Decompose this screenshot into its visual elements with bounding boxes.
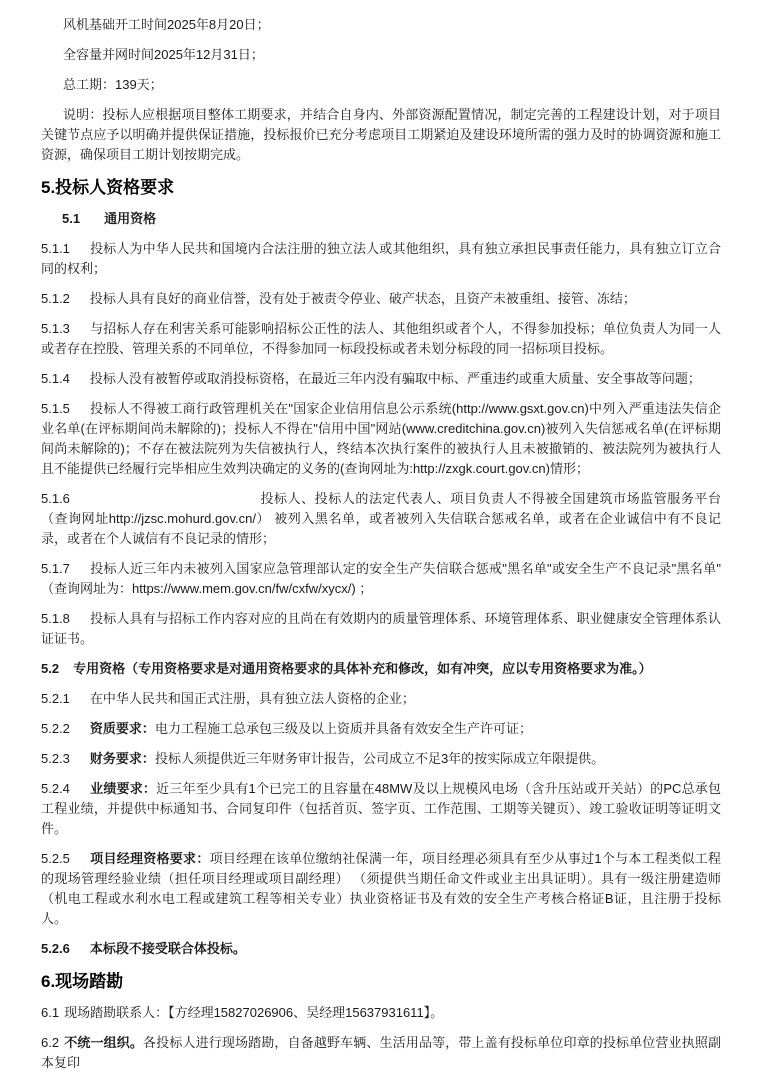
clause-number: 5.2.5 [41, 851, 70, 866]
clause-5.1.1 [41, 239, 721, 279]
clause-5.1.8 [41, 609, 721, 649]
clause-number: 5.1.6 [41, 491, 70, 506]
clause-text: 投标人为中华人民共和国境内合法注册的独立法人或其他组织，具有独立承担民事责任能力，具有独立订立合同的权利； [41, 241, 721, 276]
clause-number: 5.1.2 [41, 291, 70, 306]
clause-text: 投标人须提供近三年财务审计报告，公司成立不足3年的按实际成立年限提供。 [154, 751, 605, 766]
clause-number: 5.1.3 [41, 321, 70, 336]
clause-6.2 [41, 1033, 721, 1073]
site-visit-list [41, 1003, 721, 1073]
clause-5.1.4 [41, 369, 721, 389]
clause-5.1.2 [41, 289, 721, 309]
clause-text: 在中华人民共和国正式注册，具有独立法人资格的企业； [89, 691, 415, 706]
clause-number: 5.1.4 [41, 371, 70, 386]
clause-number: 6.1 [41, 1005, 60, 1020]
clause-number: 5.2.1 [41, 691, 70, 706]
clause-text: 投标人具有与招标工作内容对应的且尚在有效期内的质量管理体系、环境管理体系、职业健康安全管理体系认证证书。 [41, 611, 721, 646]
clause-number: 6.2 [41, 1035, 60, 1050]
section5-heading: 5.投标人资格要求 [41, 178, 175, 197]
subheading-title: 专用资格（专用资格要求是对通用资格要求的具体补充和修改，如有冲突，应以专用资格要求为准。） [73, 661, 652, 676]
clause-5.2.5 [41, 849, 721, 929]
clause-5.2.1 [41, 689, 721, 709]
subheading-number: 5.1 [62, 211, 81, 226]
milestone-grid-connection: 全容量并网时间2025年12月31日； [63, 47, 264, 62]
clause-5.1.3 [41, 319, 721, 359]
clause-5.2.4 [41, 779, 721, 839]
general-qualification-list [41, 239, 721, 649]
clause-number: 5.1.7 [41, 561, 70, 576]
clause-number: 5.1.1 [41, 241, 70, 256]
clause-number: 5.2.6 [41, 941, 70, 956]
clause-text: 投标人不得被工商行政管理机关在"国家企业信用信息公示系统(http://www.gsxt.gov.cn)中列入严重违法失信企业名单(在评标期间尚未解除的)；投标人不得在"信用中国"网站(www.creditchina.gov.cn)被列入失信惩戒名单(在评标期间尚未解除的)；不存在被法院列为失信被执行人，终结本次执行案件的被执行人且未被撤销的、被法院列为被执行人且不能提供已经履行完毕相应生效判决确定的义务的(查询网址为:http://zxgk.court.gov.cn)情形； [41, 401, 721, 476]
clause-text: 近三年至少具有1个已完工的且容量在48MW及以上规模风电场（含升压站或开关站）的PC总承包工程业绩，并提供中标通知书、合同复印件（包括首页、签字页、工作范围、工期等关键页）、竣工验收证明等证明文件。 [41, 781, 721, 836]
clause-bold-label: 财务要求： [89, 751, 155, 766]
clause-text: 投标人没有被暂停或取消投标资格，在最近三年内没有骗取中标、严重违约或重大质量、安全事故等问题； [89, 371, 701, 386]
section5-general-subheading [41, 209, 721, 229]
clause-text: 项目经理在该单位缴纳社保满一年，项目经理必须具有至少从事过1个与本工程类似工程的现场管理经验业绩（担任项目经理或项目副经理） （须提供当期任命文件或业主出具证明）。具有一级注册建造师（机电工程或水利水电工程或建筑工程等相关专业）执业资格证书及有效的安全生产考核合格证B证，且注册于投标人。 [41, 851, 721, 926]
clause-bold-label: 业绩要求： [89, 781, 157, 796]
schedule-note-paragraph: 说明：投标人应根据项目整体工期要求，并结合自身内、外部资源配置情况，制定完善的工程建设计划，对于项目关键节点应予以明确并提供保证措施，投标报价已充分考虑项目工期紧迫及建设环境所需的强力及时的协调资源和施工资源，确保项目工期计划按期完成。 [41, 107, 721, 162]
section5-special-subheading [41, 659, 721, 679]
clause-5.1.7 [41, 559, 721, 599]
clause-5.2.6 [41, 939, 721, 959]
clause-bold-label: 资质要求： [89, 721, 155, 736]
clause-5.2.2 [41, 719, 721, 739]
clause-number: 5.2.2 [41, 721, 70, 736]
clause-bold-label: 项目经理资格要求： [89, 851, 210, 866]
clause-bold-label: 不统一组织。 [64, 1035, 144, 1050]
clause-text: 投标人具有良好的商业信誉，没有处于被责令停业、破产状态，且资产未被重组、接管、冻结； [89, 291, 636, 306]
clause-6.1 [41, 1003, 721, 1023]
milestone-total-duration: 总工期：139天； [63, 77, 163, 92]
clause-text: 与招标人存在利害关系可能影响招标公正性的法人、其他组织或者个人，不得参加投标；单位负责人为同一人或者存在控股、管理关系的不同单位，不得参加同一标段投标或者未划分标段的同一招标项目投标。 [41, 321, 721, 356]
clause-5.2.3 [41, 749, 721, 769]
clause-number: 5.1.5 [41, 401, 70, 416]
clause-5.1.6 [41, 489, 721, 549]
special-qualification-list [41, 689, 721, 959]
clause-bold-label: 本标段不接受联合体投标。 [89, 941, 246, 956]
clause-text: 投标人、投标人的法定代表人、项目负责人不得被全国建筑市场监管服务平台 （查询网址http://jzsc.mohurd.gov.cn/） 被列入黑名单，或者被列入失信联合惩戒名单，或者在企业诚信中有不良记录，或者在个人诚信有不良记录的情形； [41, 491, 721, 546]
clause-text: 各投标人进行现场踏勘，自备越野车辆、生活用品等，带上盖有投标单位印章的投标单位营业执照副本复印 [41, 1035, 721, 1070]
section6-heading: 6.现场踏勘 [41, 972, 124, 991]
subheading-title: 通用资格 [104, 211, 157, 226]
clause-text: 现场踏勘联系人：【方经理15827026906、吴经理15637931611】。 [64, 1005, 444, 1020]
subheading-number: 5.2 [41, 661, 60, 676]
clause-number: 5.2.3 [41, 751, 70, 766]
clause-number: 5.1.8 [41, 611, 70, 626]
milestone-foundation-start: 风机基础开工时间2025年8月20日； [63, 17, 270, 32]
clause-text: 电力工程施工总承包三级及以上资质并具备有效安全生产许可证； [154, 721, 532, 736]
clause-number: 5.2.4 [41, 781, 70, 796]
clause-5.1.5 [41, 399, 721, 479]
clause-text: 投标人近三年内未被列入国家应急管理部认定的安全生产失信联合惩戒"黑名单"或安全生产不良记录"黑名单" （查询网址为：https://www.mem.gov.cn/fw/cxfw/xycx/) ； [41, 561, 721, 596]
